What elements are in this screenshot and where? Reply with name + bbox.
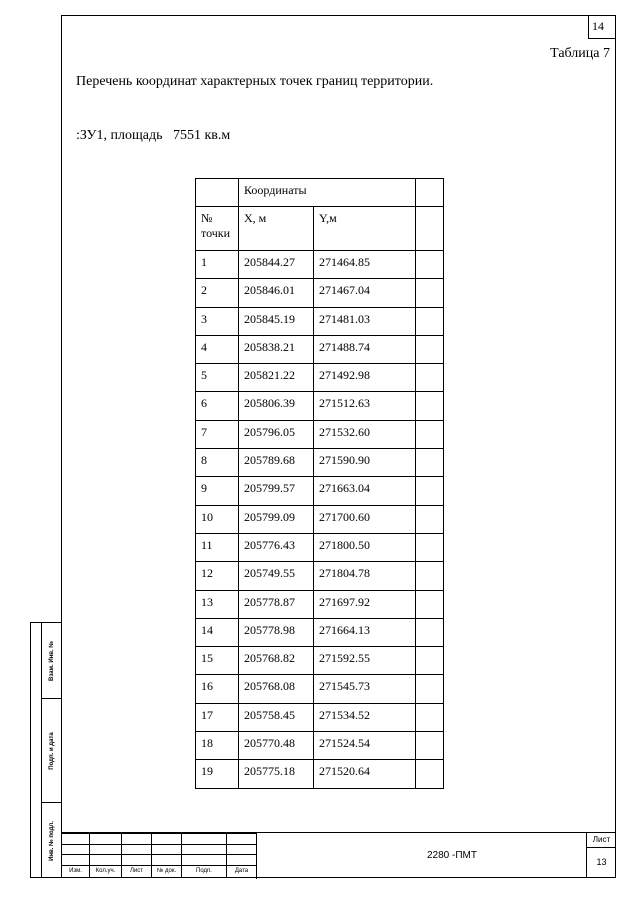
y-cell: 271467.04 — [314, 279, 416, 307]
binding-strip-inner — [30, 622, 41, 878]
extra-cell — [416, 307, 444, 335]
tb-col-sign: Подп. — [182, 865, 227, 877]
x-cell: 205758.45 — [239, 703, 314, 731]
extra-cell — [416, 477, 444, 505]
table-row — [196, 335, 444, 363]
point-number-cell: 6 — [196, 392, 239, 420]
tb-header-row — [62, 865, 257, 877]
extra-cell — [416, 449, 444, 477]
page-heading: Перечень координат характерных точек границ территории. — [76, 74, 434, 89]
extra-cell — [416, 590, 444, 618]
table-row — [196, 420, 444, 448]
table-row — [196, 618, 444, 646]
point-number-cell: 19 — [196, 760, 239, 788]
header-coordinates: Координаты — [239, 179, 416, 207]
x-cell: 205845.19 — [239, 307, 314, 335]
x-cell: 205838.21 — [239, 335, 314, 363]
point-number-cell: 13 — [196, 590, 239, 618]
table-header-row — [196, 179, 444, 207]
y-cell: 271545.73 — [314, 675, 416, 703]
header-y: Y,м — [314, 207, 416, 251]
y-cell: 271512.63 — [314, 392, 416, 420]
table-row — [196, 279, 444, 307]
tb-col-doc: № док. — [152, 865, 182, 877]
extra-cell — [416, 618, 444, 646]
x-cell: 205821.22 — [239, 364, 314, 392]
point-number-cell: 18 — [196, 732, 239, 760]
header-num-word: точки — [201, 226, 231, 240]
extra-cell — [416, 279, 444, 307]
extra-cell — [416, 760, 444, 788]
x-cell: 205768.08 — [239, 675, 314, 703]
table-row — [196, 505, 444, 533]
table-row — [196, 364, 444, 392]
table-row — [196, 590, 444, 618]
x-cell: 205806.39 — [239, 392, 314, 420]
sheet-number: 13 — [586, 848, 616, 878]
header-point-number — [196, 207, 239, 251]
point-number-cell: 17 — [196, 703, 239, 731]
table-row — [196, 732, 444, 760]
x-cell: 205799.57 — [239, 477, 314, 505]
tb-col-date: Дата — [227, 865, 257, 877]
x-cell: 205776.43 — [239, 533, 314, 561]
point-number-cell: 16 — [196, 675, 239, 703]
x-cell: 205775.18 — [239, 760, 314, 788]
extra-cell — [416, 392, 444, 420]
point-number-cell: 4 — [196, 335, 239, 363]
y-cell: 271700.60 — [314, 505, 416, 533]
header-x: X, м — [239, 207, 314, 251]
tb-col-sheet: Лист — [122, 865, 152, 877]
y-cell: 271492.98 — [314, 364, 416, 392]
x-cell: 205846.01 — [239, 279, 314, 307]
extra-cell — [416, 335, 444, 363]
header-empty-cell — [196, 179, 239, 207]
y-cell: 271488.74 — [314, 335, 416, 363]
strip-label-inventory: Инв. № подл. — [49, 821, 55, 861]
plot-label: :ЗУ1, площадь — [76, 128, 163, 143]
table-row — [196, 647, 444, 675]
x-cell: 205778.98 — [239, 618, 314, 646]
extra-cell — [416, 533, 444, 561]
y-cell: 271664.13 — [314, 618, 416, 646]
header-num-symbol: № — [201, 211, 213, 225]
point-number-cell: 10 — [196, 505, 239, 533]
strip-cell-inventory — [42, 803, 62, 879]
y-cell: 271592.55 — [314, 647, 416, 675]
table-row — [196, 562, 444, 590]
y-cell: 271532.60 — [314, 420, 416, 448]
y-cell: 271697.92 — [314, 590, 416, 618]
x-cell: 205796.05 — [239, 420, 314, 448]
y-cell: 271590.90 — [314, 449, 416, 477]
y-cell: 271481.03 — [314, 307, 416, 335]
extra-cell — [416, 562, 444, 590]
table-row — [196, 760, 444, 788]
point-number-cell: 1 — [196, 251, 239, 279]
sheet-label: Лист — [586, 832, 616, 848]
point-number-cell: 9 — [196, 477, 239, 505]
tb-row — [62, 855, 257, 866]
extra-cell — [416, 251, 444, 279]
tb-row — [62, 844, 257, 855]
y-cell: 271524.54 — [314, 732, 416, 760]
table-row — [196, 307, 444, 335]
point-number-cell: 2 — [196, 279, 239, 307]
y-cell: 271804.78 — [314, 562, 416, 590]
top-page-number: 14 — [588, 15, 616, 39]
plot-line — [76, 128, 230, 144]
tb-col-change: Изм. — [62, 865, 90, 877]
header-extra-cell — [416, 207, 444, 251]
table-row — [196, 703, 444, 731]
x-cell: 205789.68 — [239, 449, 314, 477]
extra-cell — [416, 675, 444, 703]
extra-cell — [416, 647, 444, 675]
x-cell: 205749.55 — [239, 562, 314, 590]
extra-cell — [416, 703, 444, 731]
title-block — [61, 832, 616, 878]
binding-strip — [41, 622, 61, 878]
x-cell: 205770.48 — [239, 732, 314, 760]
title-block-grid — [61, 833, 257, 878]
point-number-cell: 15 — [196, 647, 239, 675]
tb-col-count: Кол.уч. — [90, 865, 122, 877]
table-row — [196, 251, 444, 279]
extra-cell — [416, 732, 444, 760]
table-row — [196, 477, 444, 505]
y-cell: 271800.50 — [314, 533, 416, 561]
table-row — [196, 449, 444, 477]
table-row — [196, 392, 444, 420]
strip-cell-replacement — [42, 623, 62, 699]
document-code: 2280 -ПМТ — [256, 833, 640, 879]
y-cell: 271464.85 — [314, 251, 416, 279]
strip-cell-signature — [42, 699, 62, 803]
extra-cell — [416, 420, 444, 448]
extra-cell — [416, 364, 444, 392]
x-cell: 205799.09 — [239, 505, 314, 533]
table-row — [196, 675, 444, 703]
point-number-cell: 14 — [196, 618, 239, 646]
point-number-cell: 11 — [196, 533, 239, 561]
coordinates-table — [195, 178, 444, 789]
x-cell: 205768.82 — [239, 647, 314, 675]
strip-label-signature: Подп. и дата — [49, 731, 55, 770]
table-row — [196, 533, 444, 561]
y-cell: 271534.52 — [314, 703, 416, 731]
x-cell: 205778.87 — [239, 590, 314, 618]
table-subheader-row — [196, 207, 444, 251]
point-number-cell: 8 — [196, 449, 239, 477]
point-number-cell: 7 — [196, 420, 239, 448]
point-number-cell: 5 — [196, 364, 239, 392]
y-cell: 271663.04 — [314, 477, 416, 505]
point-number-cell: 3 — [196, 307, 239, 335]
point-number-cell: 12 — [196, 562, 239, 590]
y-cell: 271520.64 — [314, 760, 416, 788]
extra-cell — [416, 505, 444, 533]
tb-row — [62, 834, 257, 845]
plot-area: 7551 кв.м — [172, 128, 231, 143]
table-caption: Таблица 7 — [550, 46, 610, 61]
header-extra-cell — [416, 179, 444, 207]
x-cell: 205844.27 — [239, 251, 314, 279]
strip-label-replacement: Взам. Инв. № — [49, 640, 55, 681]
